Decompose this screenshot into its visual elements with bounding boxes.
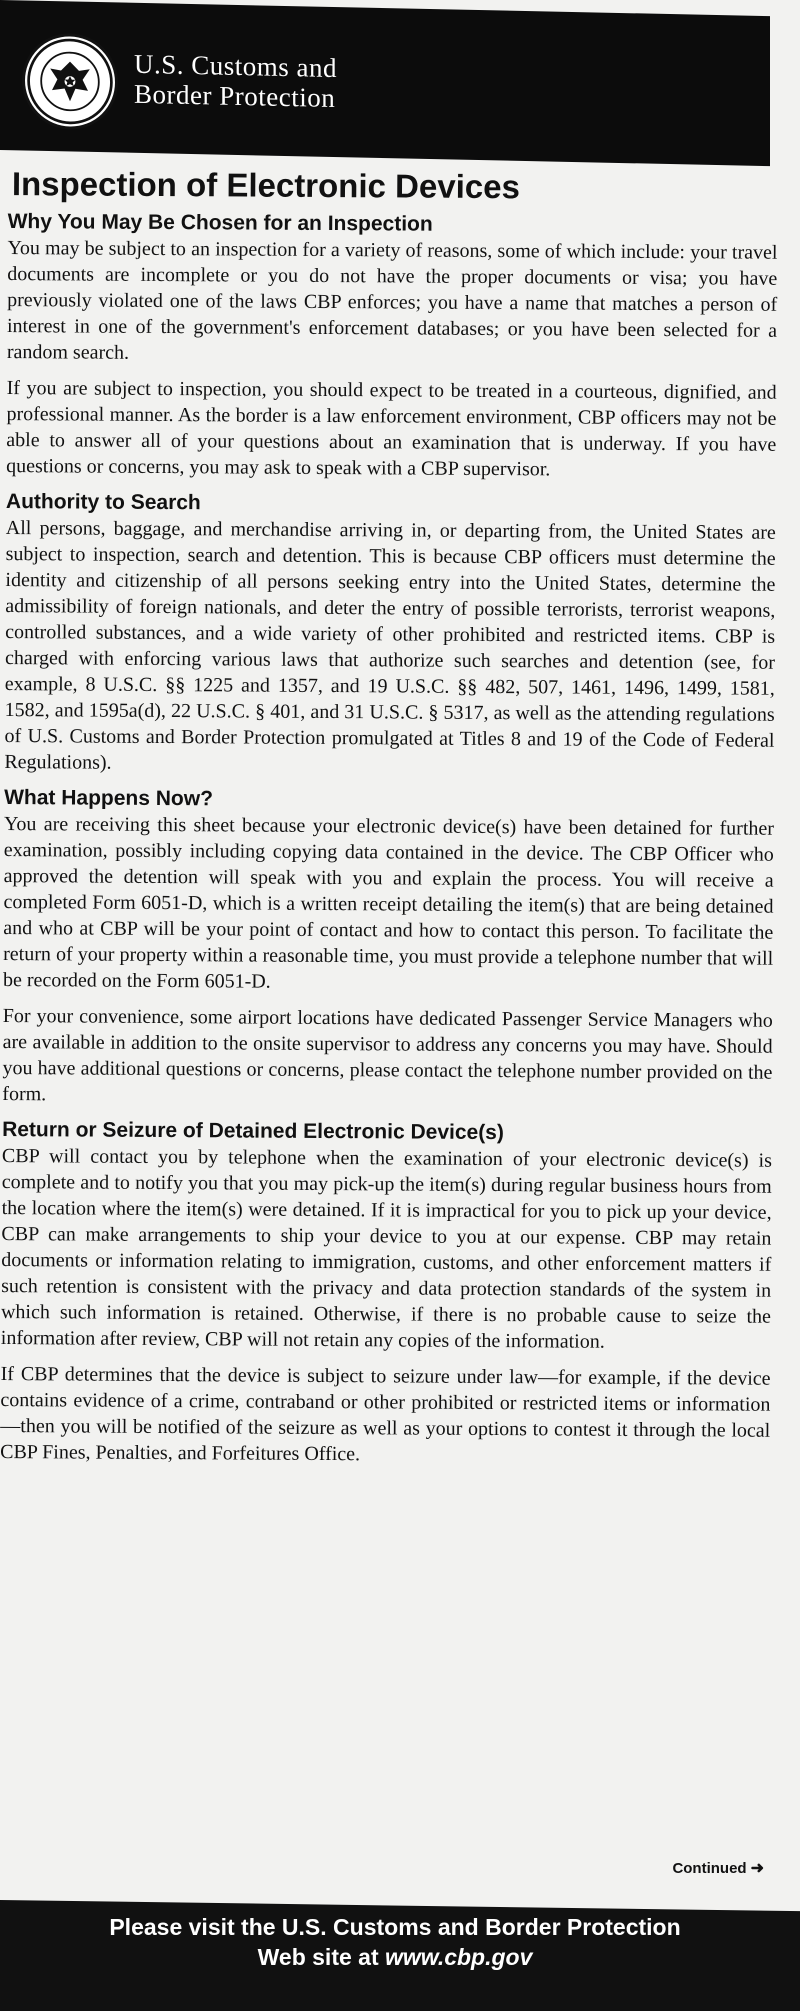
right-arrow-icon: ➜	[750, 1860, 764, 1877]
paragraph: All persons, baggage, and merchandise arriving in, or departing from, the United States are subject to inspection, search and detention. This is because CBP officers must determine the identity and citizenship of all persons seeking entry into the United States, determine the admissibility of foreign nationals, and deter the entry of possible terrorists, terrorist weapons, controlled substances, and a wide variety of other prohibited and restricted items. CBP is charged with enforcing various laws that authorize such searches and detention (see, for example, 8 U.S.C. §§ 1225 and 1357, and 19 U.S.C. §§ 482, 507, 1461, 1496, 1499, 1581, 1582, and 1595a(d), 22 U.S.C. § 401, and 31 U.S.C. § 5317, as well as the attending regulations of U.S. Customs and Border Protection promulgated at Titles 8 and 19 of the Code of Federal Regulations).	[4, 517, 776, 774]
agency-name-line2: Border Protection	[134, 78, 336, 114]
paragraph: For your convenience, some airport locations have dedicated Passenger Service Managers who are available in addition to the onsite supervisor to address any concerns you may have. Should you have additional questions or concerns, please contact the telephone number provided on the form.	[2, 1005, 773, 1106]
footer-text	[0, 1912, 790, 1972]
footer-line1: Please visit the U.S. Customs and Border Protection	[109, 1914, 681, 1940]
page-title: Inspection of Electronic Devices	[11, 165, 520, 206]
header-banner	[0, 0, 770, 166]
paragraph: CBP will contact you by telephone when the examination of your electronic device(s) is complete and to notify you that you may pick-up the item(s) during regular business hours from the location where the item(s) were detained. If it is impractical for you to pick up your device, CBP can make arrangements to ship your device to you at our expense. CBP may retain documents or information relating to immigration, customs, and other enforcement matters if such retention is consistent with the privacy and data protection standards of the system in which such information is retained. Otherwise, if there is no probable cause to seize the information after review, CBP will not retain any copies of the information.	[0, 1145, 772, 1353]
footer-line2	[0, 1942, 790, 1972]
section-what-happens	[0, 785, 774, 1112]
dhs-seal-icon	[22, 32, 118, 130]
section-heading: Why You May Be Chosen for an Inspection	[7, 210, 433, 236]
paragraph: If you are subject to inspection, you should expect to be treated in a courteous, dignified, and professional manner. As the border is a law enforcement environment, CBP officers may not be able to answer all of your questions about an examination that is underway. If you have questions or concerns, you may ask to speak with a CBP supervisor.	[6, 377, 777, 481]
section-heading: Return or Seizure of Detained Electronic Device(s)	[2, 1118, 504, 1145]
section-heading: What Happens Now?	[4, 786, 214, 811]
section-why-chosen	[0, 209, 778, 484]
section-heading: Authority to Search	[5, 490, 201, 515]
section-authority	[0, 489, 776, 780]
continued-label: Continued	[672, 1860, 747, 1877]
section-return-seizure	[0, 1117, 772, 1470]
footer-line2-prefix: Web site at	[257, 1944, 385, 1970]
agency-name	[134, 49, 337, 113]
website-link: www.cbp.gov	[385, 1944, 533, 1970]
agency-name-line1: U.S. Customs and	[134, 48, 338, 84]
paragraph: You may be subject to an inspection for a variety of reasons, some of which include: your travel documents are incomplete or you do not have the proper documents or visa; you have previously violated one of the laws CBP enforces; you have a name that matches a person of interest in one of the government's enforcement databases; or you have been selected for a random search.	[6, 237, 778, 364]
continued-indicator	[672, 1858, 764, 1878]
document-body	[0, 165, 778, 1480]
paragraph: You are receiving this sheet because your electronic device(s) have been detained for further examination, possibly including copying data contained in the device. The CBP Officer who approved the detention will speak with you and explain the process. You will receive a completed Form 6051-D, which is a written receipt detailing the item(s) that are being detained and who at CBP will be your point of contact and how to contact this person. To facilitate the return of your property within a reasonable time, you must provide a telephone number that will be recorded on the Form 6051-D.	[2, 813, 775, 993]
paragraph: If CBP determines that the device is subject to seizure under law—for example, if the device contains evidence of a crime, contraband or other prohibited or restricted items or information—then you will be notified of the seizure as well as your options to contest it through the local CBP Fines, Penalties, and Forfeitures Office.	[0, 1363, 771, 1466]
